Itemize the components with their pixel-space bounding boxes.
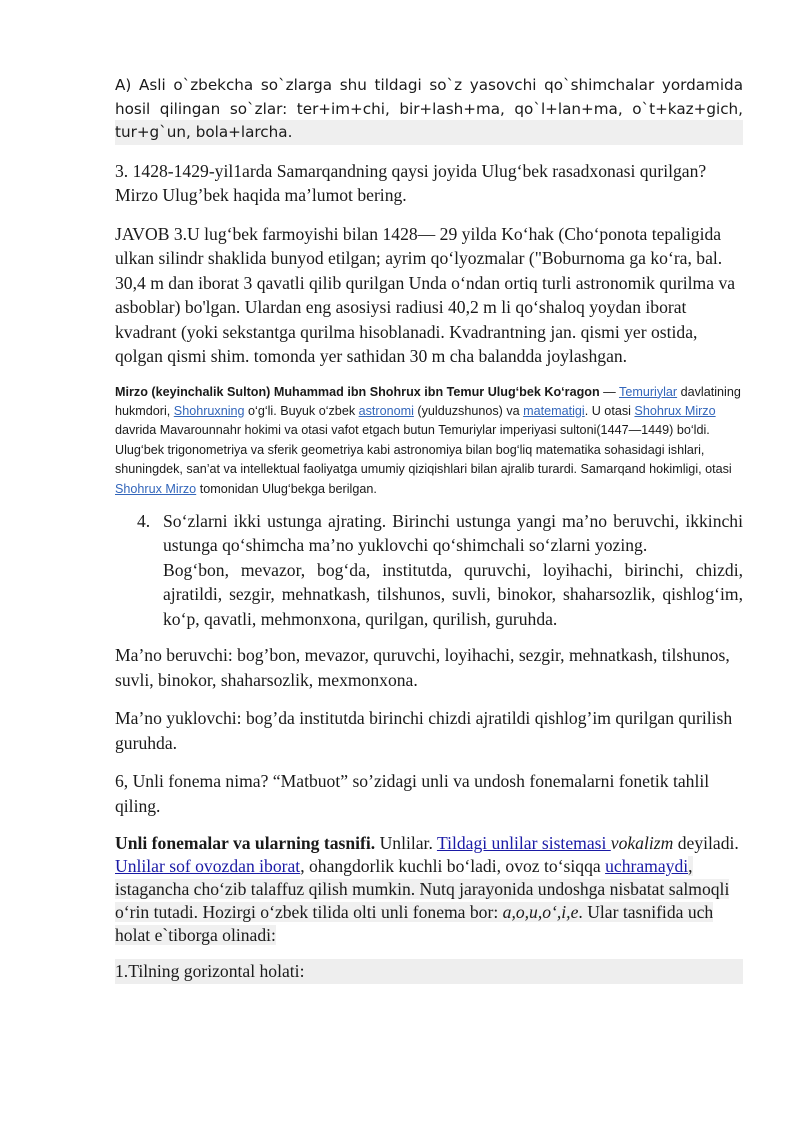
link-temuriylar[interactable]: Temuriylar: [619, 384, 678, 399]
link-sof-ovozdan[interactable]: Unlilar sof ovozdan iborat: [115, 856, 301, 877]
bio-text: —: [599, 384, 620, 399]
section-heading: Unli fonemalar va ularning tasnifi.: [115, 833, 376, 854]
vowel-list: a,o,u,o‘,i,e: [502, 902, 579, 923]
link-uchramaydi[interactable]: uchramaydi: [605, 856, 689, 877]
document-page: [115, 72, 743, 984]
question-4: [115, 509, 743, 632]
bio-text: tomonidan Ulug‘bekga berilgan.: [196, 481, 377, 496]
link-shohrux-mirzo-2[interactable]: Shohrux Mirzo: [115, 481, 197, 496]
bio-title: Mirzo (keyinchalik Sulton) Muhammad ibn Shohrux ibn Temur Ulug‘bek Ko‘ragon: [115, 384, 600, 399]
meaning-new-words: Ma’no beruvchi: bog’bon, mevazor, quruvchi, loyihachi, sezgir, mehnatkash, tilshunos, suvli, binokor, shaharsozlik, mexmonxona.: [115, 645, 730, 690]
paragraph-a: A) Asli o`zbekcha so`zlarga shu tildagi so`z yasovchi qo`shimchalar yordamida hosil qilingan so`zlar: ter+im+chi, bir+lash+ma, qo`l+lan+ma, o`t+kaz+gich, tur+g`un, bola+larcha.: [115, 72, 743, 145]
vowel-text: . Ular tasnifida uch holat e`tiborga olinadi:: [115, 902, 714, 946]
link-matematigi[interactable]: matematigi: [523, 403, 585, 418]
bio-text: . U otasi: [584, 403, 635, 418]
meaning-added-words: Ma’no yuklovchi: bog’da institutda birinchi chizdi ajratildi qishlog’im qurilgan qurilish guruhda.: [115, 708, 733, 753]
vowel-text: , istagancha cho‘zib talaffuz qilish mumkin. Nutq jarayonida undoshga nisbatat salmoqli o‘rin tutadi. Hozirgi o‘zbek tilida olti unli fonema bor:: [115, 856, 730, 923]
link-astronomi[interactable]: astronomi: [358, 403, 414, 418]
bio-text: o‘g‘li. Buyuk o‘zbek: [244, 403, 359, 418]
link-shohrux-mirzo[interactable]: Shohrux Mirzo: [634, 403, 716, 418]
question-4-text: So‘zlarni ikki ustunga ajrating. Birinchi ustunga yangi ma’no beruvchi, ikkinchi ustunga qo‘shimcha ma’no yuklovchi qo‘shimchali so‘zlarni yozing.: [163, 510, 743, 556]
link-unlilar-sistemasi[interactable]: Tildagi unlilar sistemasi: [436, 833, 611, 854]
vowel-text: , ohangdorlik kuchli bo‘ladi, ovoz to‘siqqa: [300, 856, 606, 877]
bio-text: (yulduzshunos) va: [413, 403, 524, 418]
question-3: 3. 1428-1429-yil1arda Samarqandning qaysi joyida Ulug‘bek rasadxonasi qurilgan? Mirzo Ulug’bek haqida ma’lumot bering.: [115, 160, 707, 205]
link-shohruxning[interactable]: Shohruxning: [173, 403, 245, 418]
last-line: 1.Tilning gorizontal holati:: [115, 959, 743, 984]
question-4-list: [115, 509, 743, 632]
bio-text: davrida Mavarounnahr hokimi va otasi vafot etgach butun Temuriylar imperiyasi sultoni(1447—1449) bo‘ldi. Ulug‘bek trigonometriya va sferik geometriya kabi astronomiya bilan bog‘liq matematika sohasidagi ishlari, shuningdek, san’at va intellektual faoliyatga umumiy qiziqishlari bilan ajralib turardi. Samarqand hokimligi, otasi: [115, 423, 732, 477]
vowel-text: deyiladi.: [673, 833, 739, 854]
vowel-term: vokalizm: [610, 833, 674, 854]
answer-3: JAVOB 3.U lug‘bek farmoyishi bilan 1428— 29 yilda Ko‘hak (Cho‘ponota tepaligida ulkan silindr shaklida bunyod etilgan; ayrim qo‘lyozmalar ("Boburnoma ga ko‘ra, bal. 30,4 m dan iborat 3 qavatli qilib qurilgan Unda o‘ndan ortiq turli astronomik qurilma va asboblar) bo'lgan. Ulardan eng asosiysi radiusi 40,2 m li qo‘shaloq yoydan iborat kvadrant (yoki sekstantga qurilma hisoblanadi. Kvadrantning jan. qismi yer ostida, qolgan qismi shim. tomonda yer sathidan 30 m cha balandda joylashgan.: [115, 223, 736, 366]
question-6: 6, Unli fonema nima? “Matbuot” so’zidagi unli va undosh fonemalarni fonetik tahlil qiling.: [115, 771, 710, 816]
horizontal-position-heading: [115, 959, 743, 984]
bio-text: davlatining hukmdori,: [115, 384, 741, 418]
vowel-text: Unlilar.: [375, 833, 437, 854]
list-number: 4.: [137, 510, 151, 531]
ulugbek-bio: [115, 383, 743, 499]
vowel-classification: [115, 832, 743, 947]
question-4-words: Bog‘bon, mevazor, bog‘da, institutda, quruvchi, loyihachi, birinchi, chizdi, ajratildi, sezgir, mehnatkash, tilshunos, suvli, binokor, shaharsozlik, qishlog‘im, ko‘p, qavatli, mehmonxona, qurilgan, qurilish, guruhda.: [163, 559, 743, 629]
